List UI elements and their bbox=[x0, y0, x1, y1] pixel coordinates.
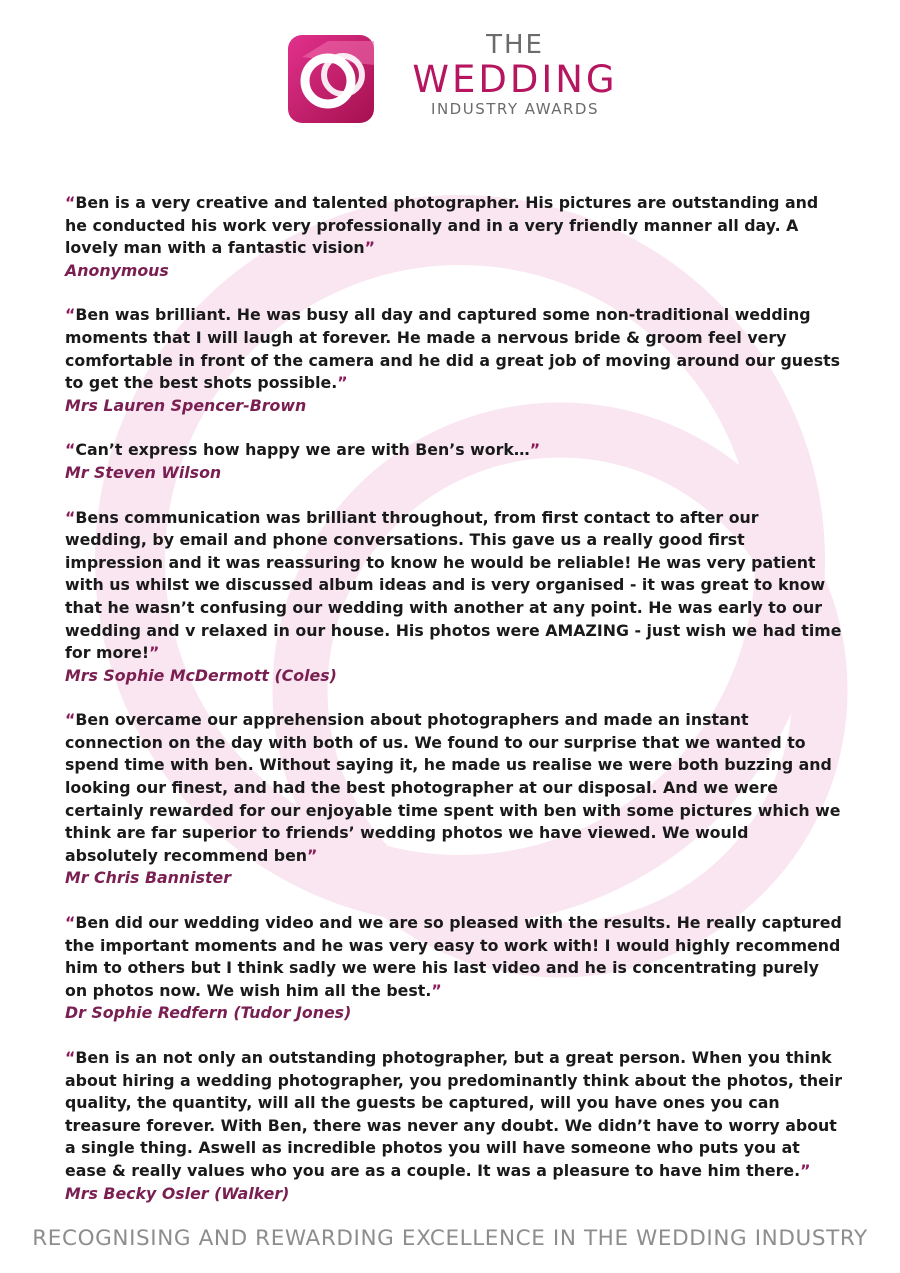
testimonial-author: Mrs Sophie McDermott (Coles) bbox=[65, 665, 337, 685]
testimonial-quote: “Ben was brilliant. He was busy all day and captured some non-traditional wedding moments that I will laugh at forever. He made a nervous bride & groom feel very comfortable in front of the camera and he did a great job of moving around our guests to get the best shots possible.” bbox=[65, 305, 841, 393]
testimonial-author: Mr Chris Bannister bbox=[65, 868, 232, 888]
testimonial-author: Dr Sophie Redfern (Tudor Jones) bbox=[65, 1003, 352, 1023]
testimonial-quote: “Ben did our wedding video and we are so pleased with the results. He really captured the important moments and he was very easy to work with! I would highly recommend him to others but I think sadly we were his last video and he is concentrating purely on photos now. We wish him all the best.” bbox=[65, 913, 842, 1000]
logo-line-wedding: WEDDING bbox=[412, 58, 618, 101]
testimonial bbox=[65, 439, 845, 484]
testimonial-author: Mrs Becky Osler (Walker) bbox=[65, 1183, 290, 1203]
testimonial-author: Mr Steven Wilson bbox=[65, 462, 222, 482]
testimonial-quote: “Can’t express how happy we are with Ben’s work…” bbox=[65, 440, 541, 460]
testimonial-quote: “Ben overcame our apprehension about photographers and made an instant connection on the day with both of us. We found to our surprise that we wanted to spend time with ben. Without saying it, he made us realise we were both buzzing and looking our finest, and had the best photographer at our disposal. And we were certainly rewarded for our enjoyable time spent with ben with some pictures which we think are far superior to friends’ wedding photos we have viewed. We would absolutely recommend ben” bbox=[65, 710, 841, 865]
testimonial bbox=[65, 304, 845, 417]
testimonial-quote: “Ben is a very creative and talented photographer. His pictures are outstanding and he conducted his work very professionally and in a very friendly manner all day. A lovely man with a fantastic vision” bbox=[65, 193, 819, 258]
logo-line-the: THE bbox=[486, 30, 544, 60]
testimonial-quote: “Ben is an not only an outstanding photographer, but a great person. When you think about hiring a wedding photographer, you predominantly think about the photos, their quality, the quantity, will all the guests be captured, will you have ones you can treasure forever. With Ben, there was never any doubt. We didn’t have to worry about a single thing. Aswell as incredible photos you will have someone who puts you at ease & really values who you are as a couple. It was a pleasure to have him there.” bbox=[65, 1048, 843, 1180]
testimonial-author: Anonymous bbox=[65, 260, 169, 280]
wedding-industry-awards-ring-logo-icon bbox=[288, 35, 374, 123]
testimonial bbox=[65, 507, 845, 688]
testimonial-author: Mrs Lauren Spencer-Brown bbox=[65, 395, 307, 415]
header bbox=[0, 30, 900, 130]
testimonial bbox=[65, 192, 845, 282]
testimonial bbox=[65, 912, 845, 1025]
testimonials-list bbox=[65, 192, 845, 1227]
testimonial-quote: “Bens communication was brilliant throughout, from first contact to after our wedding, by email and phone conversations. This gave us a really good first impression and it was reassuring to know he would be reliable! He was very patient with us whilst we discussed album ideas and is very organised - it was great to know that he wasn’t confusing our wedding with another at any point. He was early to our wedding and v relaxed in our house. His photos were AMAZING - just wish we had time for more!” bbox=[65, 507, 842, 663]
footer-tagline: RECOGNISING AND REWARDING EXCELLENCE IN THE WEDDING INDUSTRY bbox=[32, 1226, 868, 1251]
testimonial bbox=[65, 1047, 845, 1205]
logo-wordmark bbox=[405, 30, 625, 117]
testimonial bbox=[65, 709, 845, 890]
logo-line-industry-awards: INDUSTRY AWARDS bbox=[431, 100, 599, 118]
